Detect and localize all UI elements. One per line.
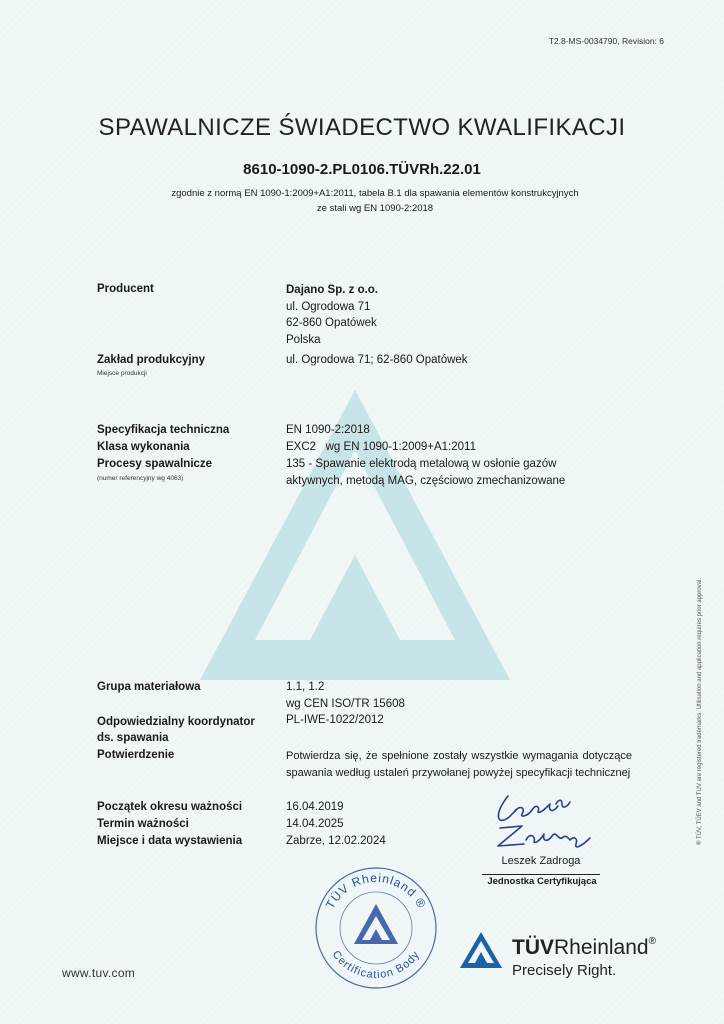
producer-street: ul. Ogrodowa 71	[286, 300, 371, 313]
process-label: Procesy spawalnicze	[97, 458, 213, 470]
plant-label: Zakład produkcyjny	[97, 354, 206, 366]
spec-value: EN 1090-2:2018	[286, 424, 370, 436]
brand-name-bold: TÜV	[512, 936, 554, 959]
process-sublabel: (numer referencyjny wg 4063)	[97, 475, 184, 482]
validity-end-label: Termin ważności	[97, 818, 189, 830]
brand-tagline: Precisely Right.	[512, 962, 617, 979]
validity-start-label: Początek okresu ważności	[97, 801, 243, 813]
brand-name	[512, 936, 656, 960]
brand-name-rest: Rheinland	[554, 936, 649, 959]
issue-value: Zabrze, 12.02.2024	[286, 835, 386, 847]
coordinator-value: PL-IWE-1022/2012	[286, 714, 384, 726]
brand-registered-mark: ®	[648, 936, 656, 947]
confirmation-text: Potwierdza się, że spełnione zostały wszystkie wymagania dotyczące spawania według ustaleń przywołanej powyżej specyfikacji technicznej	[286, 750, 632, 779]
issue-label: Miejsce i data wystawienia	[97, 835, 243, 847]
producer-country: Polska	[286, 333, 321, 346]
validity-start-value: 16.04.2019	[286, 801, 344, 813]
signature-line	[482, 874, 600, 875]
process-line: aktywnych, metodą MAG, częściowo zmechanizowane	[286, 474, 566, 487]
producer-name: Dajano Sp. z o.o.	[286, 284, 379, 296]
process-line: 135 - Spawanie elektrodą metalową w osłonie gazów	[286, 458, 557, 470]
subtitle	[140, 186, 610, 216]
material-standard: wg CEN ISO/TR 15608	[286, 697, 405, 710]
subtitle-line: ze stali wg EN 1090-2:2018	[316, 203, 434, 214]
certification-body-stamp	[310, 864, 442, 990]
page-title: SPAWALNICZE ŚWIADECTWO KWALIFIKACJI	[98, 114, 626, 141]
coordinator-label	[97, 714, 255, 746]
trademark-note: ® TÜV, TÜEV and TUV are registered trademarks. Utilisation and application requires prior approval.	[697, 578, 703, 845]
producer-label: Producent	[97, 283, 154, 295]
class-value: EXC2 wg EN 1090-1:2009+A1:2011	[286, 441, 476, 453]
document-reference: T2.8-MS-0034790, Revision: 6	[548, 36, 664, 46]
process-value	[286, 456, 565, 489]
coordinator-label-line: Odpowiedzialny koordynator	[97, 716, 255, 728]
certificate-number: 8610-1090-2.PL0106.TÜVRh.22.01	[243, 161, 481, 178]
material-label: Grupa materiałowa	[97, 681, 201, 693]
material-groups: 1.1, 1.2	[286, 681, 325, 693]
producer-address	[286, 282, 378, 348]
plant-value: ul. Ogrodowa 71; 62-860 Opatówek	[286, 354, 468, 366]
producer-city: 62-860 Opatówek	[286, 317, 377, 329]
material-value	[286, 679, 405, 712]
tuv-triangle-logo-icon	[458, 930, 504, 970]
svg-text:Certification Body	[330, 949, 423, 981]
stamp-top-text: TÜV Rheinland ®	[322, 870, 430, 912]
spec-label: Specyfikacja techniczna	[97, 424, 230, 436]
validity-end-value: 14.04.2025	[286, 818, 344, 830]
coordinator-label-line: ds. spawania	[97, 732, 169, 744]
handwritten-signature	[478, 784, 608, 854]
subtitle-line: zgodnie z normą EN 1090-1:2009+A1:2011, tabela B.1 dla spawania elementów konstrukcyjnych	[171, 188, 579, 199]
website-link[interactable]: www.tuv.com	[62, 966, 136, 980]
class-label: Klasa wykonania	[97, 441, 190, 453]
signer-name: Leszek Zadroga	[501, 855, 581, 867]
stamp-bottom-text: Certification Body	[329, 948, 423, 982]
plant-sublabel: Miejsce produkcji	[97, 370, 147, 377]
confirmation-label: Potwierdzenie	[97, 749, 175, 761]
signer-role: Jednostka Certyfikująca	[487, 876, 597, 887]
